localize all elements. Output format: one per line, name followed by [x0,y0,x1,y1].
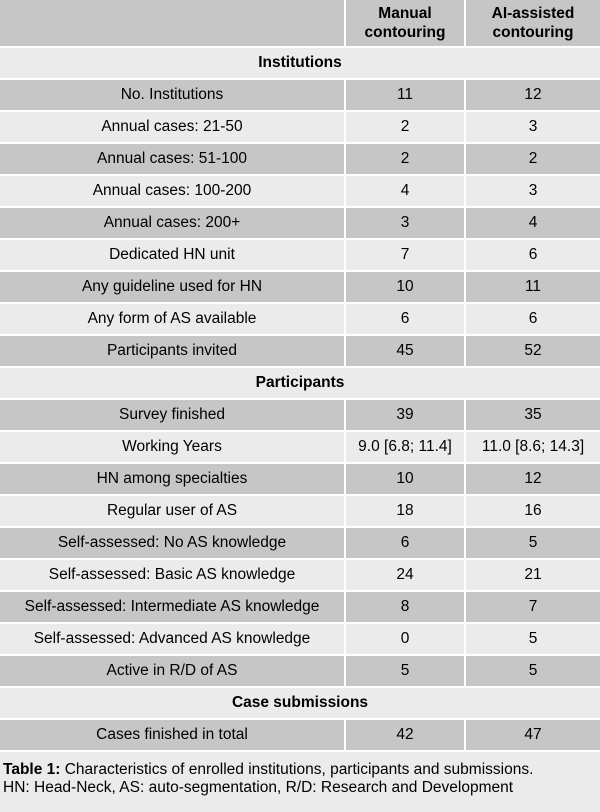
table-row [0,591,600,623]
table-row [0,399,600,431]
row-label-cell: Survey finished [0,399,345,431]
table-row [0,207,600,239]
ai-value-cell: 3 [465,111,600,143]
ai-value-cell: 21 [465,559,600,591]
row-label-cell: Active in R/D of AS [0,655,345,687]
row-label-cell: Self-assessed: Basic AS knowledge [0,559,345,591]
header-empty-cell [0,0,345,47]
manual-value-cell: 7 [345,239,465,271]
section-header-row [0,47,600,79]
manual-value-cell: 45 [345,335,465,367]
manual-value-cell: 5 [345,655,465,687]
ai-value-cell: 11.0 [8.6; 14.3] [465,431,600,463]
table-row [0,79,600,111]
row-label-cell: Any form of AS available [0,303,345,335]
section-title: Case submissions [0,687,600,719]
ai-value-cell: 12 [465,463,600,495]
ai-value-cell: 52 [465,335,600,367]
table-row [0,463,600,495]
row-label-cell: Annual cases: 51-100 [0,143,345,175]
table-row [0,431,600,463]
table-row [0,559,600,591]
row-label-cell: HN among specialties [0,463,345,495]
table-row [0,623,600,655]
row-label-cell: Self-assessed: No AS knowledge [0,527,345,559]
ai-value-cell: 3 [465,175,600,207]
manual-value-cell: 18 [345,495,465,527]
ai-value-cell: 2 [465,143,600,175]
ai-value-cell: 11 [465,271,600,303]
caption-text: Characteristics of enrolled institutions, participants and submissions. [60,761,534,778]
ai-value-cell: 5 [465,623,600,655]
table-row [0,527,600,559]
manual-value-cell: 11 [345,79,465,111]
table-body [0,47,600,751]
row-label-cell: Annual cases: 200+ [0,207,345,239]
ai-value-cell: 47 [465,719,600,751]
table-row [0,495,600,527]
header-manual-contouring [345,0,465,47]
manual-value-cell: 10 [345,271,465,303]
header-manual-line2: contouring [364,24,446,41]
section-title: Participants [0,367,600,399]
manual-value-cell: 3 [345,207,465,239]
table-row [0,111,600,143]
manual-value-cell: 6 [345,527,465,559]
manual-value-cell: 8 [345,591,465,623]
table-caption [0,752,600,812]
row-label-cell: Working Years [0,431,345,463]
header-ai-assisted-contouring [465,0,600,47]
ai-value-cell: 12 [465,79,600,111]
ai-value-cell: 6 [465,239,600,271]
header-ai-line1: AI-assisted [491,5,575,22]
ai-value-cell: 5 [465,527,600,559]
ai-value-cell: 5 [465,655,600,687]
row-label-cell: Any guideline used for HN [0,271,345,303]
manual-value-cell: 42 [345,719,465,751]
row-label-cell: Annual cases: 100-200 [0,175,345,207]
header-manual-line1: Manual [378,5,432,22]
table-row [0,303,600,335]
manual-value-cell: 2 [345,111,465,143]
row-label-cell: Self-assessed: Intermediate AS knowledge [0,591,345,623]
row-label-cell: Participants invited [0,335,345,367]
section-title: Institutions [0,47,600,79]
row-label-cell: No. Institutions [0,79,345,111]
table-row [0,143,600,175]
manual-value-cell: 24 [345,559,465,591]
table-row [0,175,600,207]
row-label-cell: Cases finished in total [0,719,345,751]
row-label-cell: Annual cases: 21-50 [0,111,345,143]
ai-value-cell: 7 [465,591,600,623]
ai-value-cell: 16 [465,495,600,527]
header-row [0,0,600,47]
row-label-cell: Self-assessed: Advanced AS knowledge [0,623,345,655]
ai-value-cell: 6 [465,303,600,335]
ai-value-cell: 35 [465,399,600,431]
manual-value-cell: 2 [345,143,465,175]
section-header-row [0,687,600,719]
caption-label: Table 1: [3,761,61,778]
manual-value-cell: 9.0 [6.8; 11.4] [345,431,465,463]
row-label-cell: Dedicated HN unit [0,239,345,271]
manual-value-cell: 0 [345,623,465,655]
ai-value-cell: 4 [465,207,600,239]
table-row [0,655,600,687]
caption-abbreviations: HN: Head-Neck, AS: auto-segmentation, R/D: Research and Development [3,779,514,796]
table-row [0,719,600,751]
table-row [0,239,600,271]
header-ai-line2: contouring [492,24,574,41]
table-row [0,335,600,367]
manual-value-cell: 39 [345,399,465,431]
section-header-row [0,367,600,399]
row-label-cell: Regular user of AS [0,495,345,527]
table-row [0,271,600,303]
manual-value-cell: 4 [345,175,465,207]
manual-value-cell: 10 [345,463,465,495]
manual-value-cell: 6 [345,303,465,335]
